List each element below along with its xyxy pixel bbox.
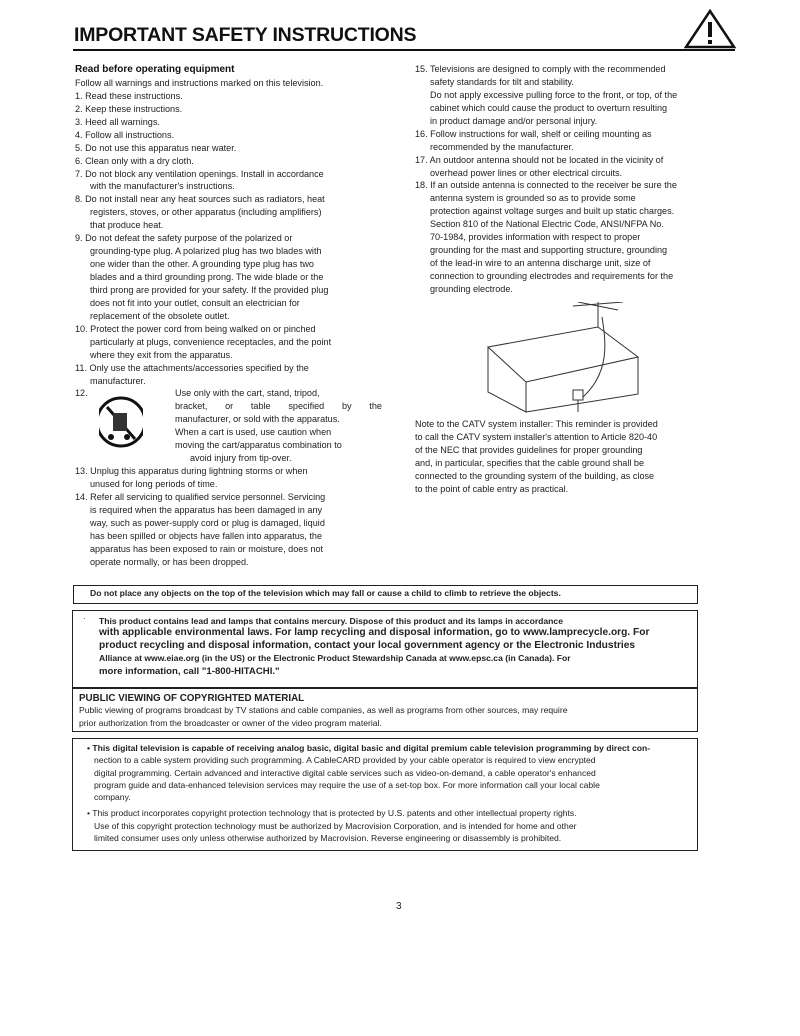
text-line: grounding-type plug. A polarized plug has two blades with [90, 246, 322, 257]
text-line: to the point of cable entry as practical. [415, 483, 569, 494]
cable-notice-line: program guide and data-enhanced television services may require the use of a set-top box. For more information call your local cable [94, 779, 600, 790]
public-viewing-line: Public viewing of programs broadcast by TV stations and cable companies, as well as programs from other sources, may require [79, 705, 568, 715]
text-line: 14. Refer all servicing to qualified service personnel. Servicing [75, 492, 326, 502]
word: table [250, 401, 271, 412]
text-line: connection to grounding electrodes and requirements for the [430, 271, 674, 281]
text-line: does not fit into your outlet, consult an electrician for [90, 297, 300, 308]
text-line: and, in particular, specifies that the cable ground shall be [415, 457, 645, 468]
public-viewing-heading: PUBLIC VIEWING OF COPYRIGHTED MATERIAL [79, 693, 305, 704]
text-line: has been spilled or objects have fallen into apparatus, the [90, 530, 323, 541]
cable-notice-line: limited consumer uses only unless otherwise authorized by Macrovision. Reverse engineering or disassembly is prohibited. [94, 833, 562, 844]
text-line: unused for long periods of time. [90, 479, 218, 490]
text-line: Section 810 of the National Electric Code, ANSI/NFPA No. [430, 219, 664, 230]
text-line: protection against voltage surges and built up static charges. [430, 206, 675, 217]
text-line: manufacturer. [90, 375, 146, 386]
text-line: cabinet which could cause the product to overturn resulting [430, 102, 668, 113]
text-line: recommended by the manufacturer. [430, 141, 574, 152]
text-line: Note to the CATV system installer: This reminder is provided [415, 418, 658, 429]
text-line: is required when the apparatus has been damaged in any [90, 504, 323, 515]
text-line: apparatus has been exposed to rain or moisture, does not [90, 543, 324, 554]
cable-notice-line: company. [94, 792, 131, 803]
text-line: registers, stoves, or other apparatus (including amplifiers) [90, 207, 322, 218]
cable-notice-line: • This digital television is capable of receiving analog basic, digital basic and digital premium cable television programming by direct con- [87, 743, 651, 753]
text-line: 16. Follow instructions for wall, shelf or ceiling mounting as [415, 128, 652, 139]
item-12 [75, 387, 387, 465]
text-line: 9. Do not defeat the safety purpose of the polarized or [75, 233, 293, 244]
text-line: of the lead-in wire to an antenna discharge unit, size of [430, 258, 651, 269]
text-line: that produce heat. [90, 220, 164, 231]
word: the [369, 401, 382, 412]
section-heading: Read before operating equipment [75, 64, 235, 75]
text-line: safety standards for tilt and stability. [430, 76, 574, 87]
text-line: to call the CATV system installer's attention to Article 820-40 [415, 431, 658, 442]
text-line: third prong are provided for your safety. If the provided plug [90, 284, 329, 295]
text-line: 2. Keep these instructions. [75, 103, 183, 114]
cable-notice-line: • This product incorporates copyright protection technology that is protected by U.S. patents and other intellectual property rights. [87, 808, 577, 819]
word: or [225, 401, 234, 412]
text-line: 6. Clean only with a dry cloth. [75, 155, 194, 166]
word: bracket, [175, 401, 208, 412]
text-line: 8. Do not install near any heat sources such as radiators, heat [75, 194, 325, 205]
text-line: grounding for the mast and supporting structure, grounding [430, 245, 668, 256]
text-line: 70-1984, provides information with respect to proper [430, 232, 641, 243]
text-line: operate normally, or has been dropped. [90, 556, 249, 567]
text-line: connected to the grounding system of the building, as close [415, 470, 655, 481]
text-line: 1. Read these instructions. [75, 90, 183, 101]
text-line: particularly at plugs, convenience receptacles, and the point [90, 336, 332, 347]
bullet: · [83, 614, 86, 623]
mercury-line: This product contains lead and lamps that contains mercury. Dispose of this product and its lamps in accordance [99, 616, 563, 626]
text-line: 18. If an outside antenna is connected to the receiver be sure the [415, 180, 677, 191]
item-12-line: manufacturer, or sold with the apparatus. [175, 414, 340, 425]
text-line: replacement of the obsolete outlet. [90, 310, 230, 321]
item-number: 12. [75, 388, 88, 399]
text-line: 15. Televisions are designed to comply with the recommended [415, 64, 666, 74]
right-column [415, 63, 685, 496]
text-line: 17. An outdoor antenna should not be located in the vicinity of [415, 154, 664, 165]
text-line: way, such as power-supply cord or plug is damaged, liquid [90, 517, 325, 528]
mercury-line: product recycling and disposal information, contact your local government agency or the Electronic Industries [99, 639, 636, 651]
text-line: 13. Unplug this apparatus during lightning storms or when [75, 466, 308, 477]
cable-notice-line: Use of this copyright protection technology must be authorized by Macrovision Corporation, and is intended for home and other [94, 820, 577, 831]
page-title: IMPORTANT SAFETY INSTRUCTIONS [74, 24, 417, 46]
mercury-notice [72, 610, 698, 688]
text-line: with the manufacturer's instructions. [90, 181, 235, 192]
text-line: antenna system is grounded so as to provide some [430, 193, 636, 204]
antenna-grounding-diagram [478, 302, 678, 414]
text-line: 10. Protect the power cord from being walked on or pinched [75, 323, 316, 334]
mercury-line: more information, call "1-800-HITACHI." [99, 666, 280, 677]
word: specified [288, 401, 325, 412]
item-12-line: moving the cart/apparatus combination to [175, 440, 342, 451]
child-safety-notice: Do not place any objects on the top of the television which may fall or cause a child to climb to retrieve the objects. [73, 585, 698, 604]
mercury-line: Alliance at www.eiae.org (in the US) or the Electronic Product Stewardship Canada at www.epsc.ca (in Canada). For [99, 653, 571, 663]
text-line: 3. Heed all warnings. [75, 116, 160, 127]
page-number: 3 [396, 901, 402, 912]
text-line: grounding electrode. [430, 283, 513, 294]
item-12-justified-line [175, 400, 382, 413]
text-line: 4. Follow all instructions. [75, 129, 175, 140]
public-viewing-notice [72, 688, 698, 732]
cable-notice-line: nection to a cable system providing such programming. A CableCARD provided by your cable operator is required to view encrypted [94, 755, 596, 766]
public-viewing-line: prior authorization from the broadcaster or owner of the video program material. [79, 718, 382, 728]
text-line: blades and a third grounding prong. The wide blade or the [90, 272, 324, 282]
text-line: 7. Do not block any ventilation openings. Install in accordance [75, 168, 324, 179]
title-rule [73, 49, 735, 51]
cable-notice-line: digital programming. Certain advanced and interactive digital cable services such as video-on-demand, a cable operator's enhanced [94, 767, 596, 778]
left-column [75, 64, 387, 569]
text-line: where they exit from the apparatus. [90, 349, 233, 360]
word: by [341, 401, 352, 412]
item-12-line: When a cart is used, use caution when [175, 427, 332, 438]
text-line: one wider than the other. A grounding type plug has two [90, 259, 314, 270]
text-line: overhead power lines or other electrical circuits. [430, 167, 623, 178]
text-line: in product damage and/or personal injury. [430, 115, 598, 126]
item-12-line: avoid injury from tip-over. [190, 453, 292, 464]
mercury-line: with applicable environmental laws. For lamp recycling and disposal information, go to www.lamprecycle.org. For [99, 627, 650, 638]
item-12-line: Use only with the cart, stand, tripod, [175, 388, 320, 399]
cable-notice [72, 738, 698, 851]
warning-triangle-icon [684, 8, 736, 50]
text-line: 5. Do not use this apparatus near water. [75, 142, 237, 153]
text-line: Do not apply excessive pulling force to the front, or top, of the [430, 89, 678, 100]
text-line: 11. Only use the attachments/accessories specified by the [75, 362, 309, 373]
text-line: Follow all warnings and instructions marked on this television. [75, 77, 324, 88]
text-line: of the NEC that provides guidelines for proper grounding [415, 444, 643, 455]
cart-tip-over-icon [99, 395, 143, 449]
